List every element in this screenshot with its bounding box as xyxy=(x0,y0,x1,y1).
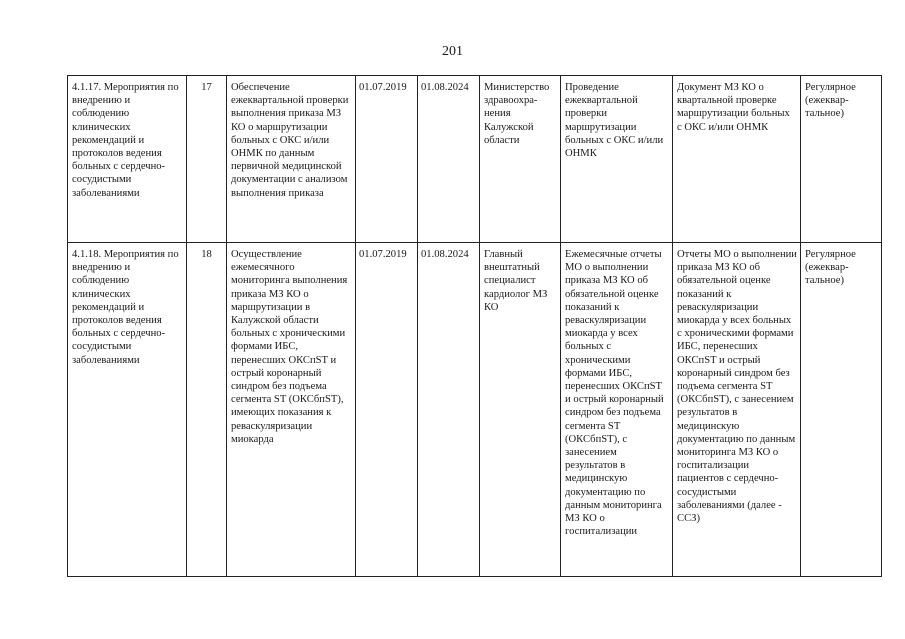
start-date-cell: 01.07.2019 xyxy=(356,243,418,577)
responsible-cell: Министерство здравоохра-нения Калужской области xyxy=(480,76,561,243)
end-date-cell: 01.08.2024 xyxy=(418,243,480,577)
result-text: Ежемесячные отчеты МО о выполнении приказа МЗ КО об обязательной оценке показаний к реваскуляризации миокарда у всех больных с хроническими формами ИБС, перенесших ОКСпST и острый коронарный синдром без подъема сегмента ST (ОКСбпST), с занесением результатов в медицинскую документацию по данным мониторинга МЗ КО о госпитализации xyxy=(565,249,664,538)
description-cell: Осуществление ежемесячного мониторинга выполнения приказа МЗ КО о маршрутизации в Калужской области больных с хроническими формами ИБС, перенесших ОКСпST и острый коронарный синдром без подъема сегмента ST (ОКСбпST), имеющих показания к реваскуляризации миокарда xyxy=(227,243,356,577)
report-cell: Отчеты МО о выполнении приказа МЗ КО об обязательной оценке показаний к реваскуляризации миокарда у всех больных с хроническими формами ИБС, перенесших ОКСпST и острый коронарный синдром без подъема сегмента ST (ОКСбпST), с занесением результатов в медицинскую документацию по данным мониторинга МЗ КО о госпитализации пациентов с сердечно-сосудистыми заболеваниями (далее - ССЗ) xyxy=(673,243,801,577)
event-cell: 4.1.17. Мероприятия по внедрению и соблюдению клинических рекомендаций и протоколов ведения больных с сердечно-сосудистыми заболеваниями xyxy=(68,76,187,243)
table-row xyxy=(68,243,882,577)
table-row xyxy=(68,76,882,243)
periodicity-cell: Регулярное (ежеквар-тальное) xyxy=(801,243,882,577)
result-cell xyxy=(561,243,673,577)
start-date-cell: 01.07.2019 xyxy=(356,76,418,243)
report-cell: Документ МЗ КО о квартальной проверке маршрутизации больных с ОКС и/или ОНМК xyxy=(673,76,801,243)
page-number: 201 xyxy=(442,44,463,59)
description-cell: Обеспечение ежеквартальной проверки выполнения приказа МЗ КО о маршрутизации больных с ОКС и/или ОНМК по данным первичной медицинской документации с анализом выполнения приказа xyxy=(227,76,356,243)
measures-table xyxy=(67,75,882,577)
result-cell: Проведение ежеквартальной проверки маршрутизации больных с ОКС и/или ОНМК xyxy=(561,76,673,243)
number-cell: 18 xyxy=(187,243,227,577)
periodicity-cell: Регулярное (ежеквар-тальное) xyxy=(801,76,882,243)
responsible-cell: Главный внештатный специалист кардиолог МЗ КО xyxy=(480,243,561,577)
event-cell: 4.1.18. Мероприятия по внедрению и соблюдению клинических рекомендаций и протоколов ведения больных с сердечно-сосудистыми заболеваниями xyxy=(68,243,187,577)
number-cell: 17 xyxy=(187,76,227,243)
end-date-cell: 01.08.2024 xyxy=(418,76,480,243)
